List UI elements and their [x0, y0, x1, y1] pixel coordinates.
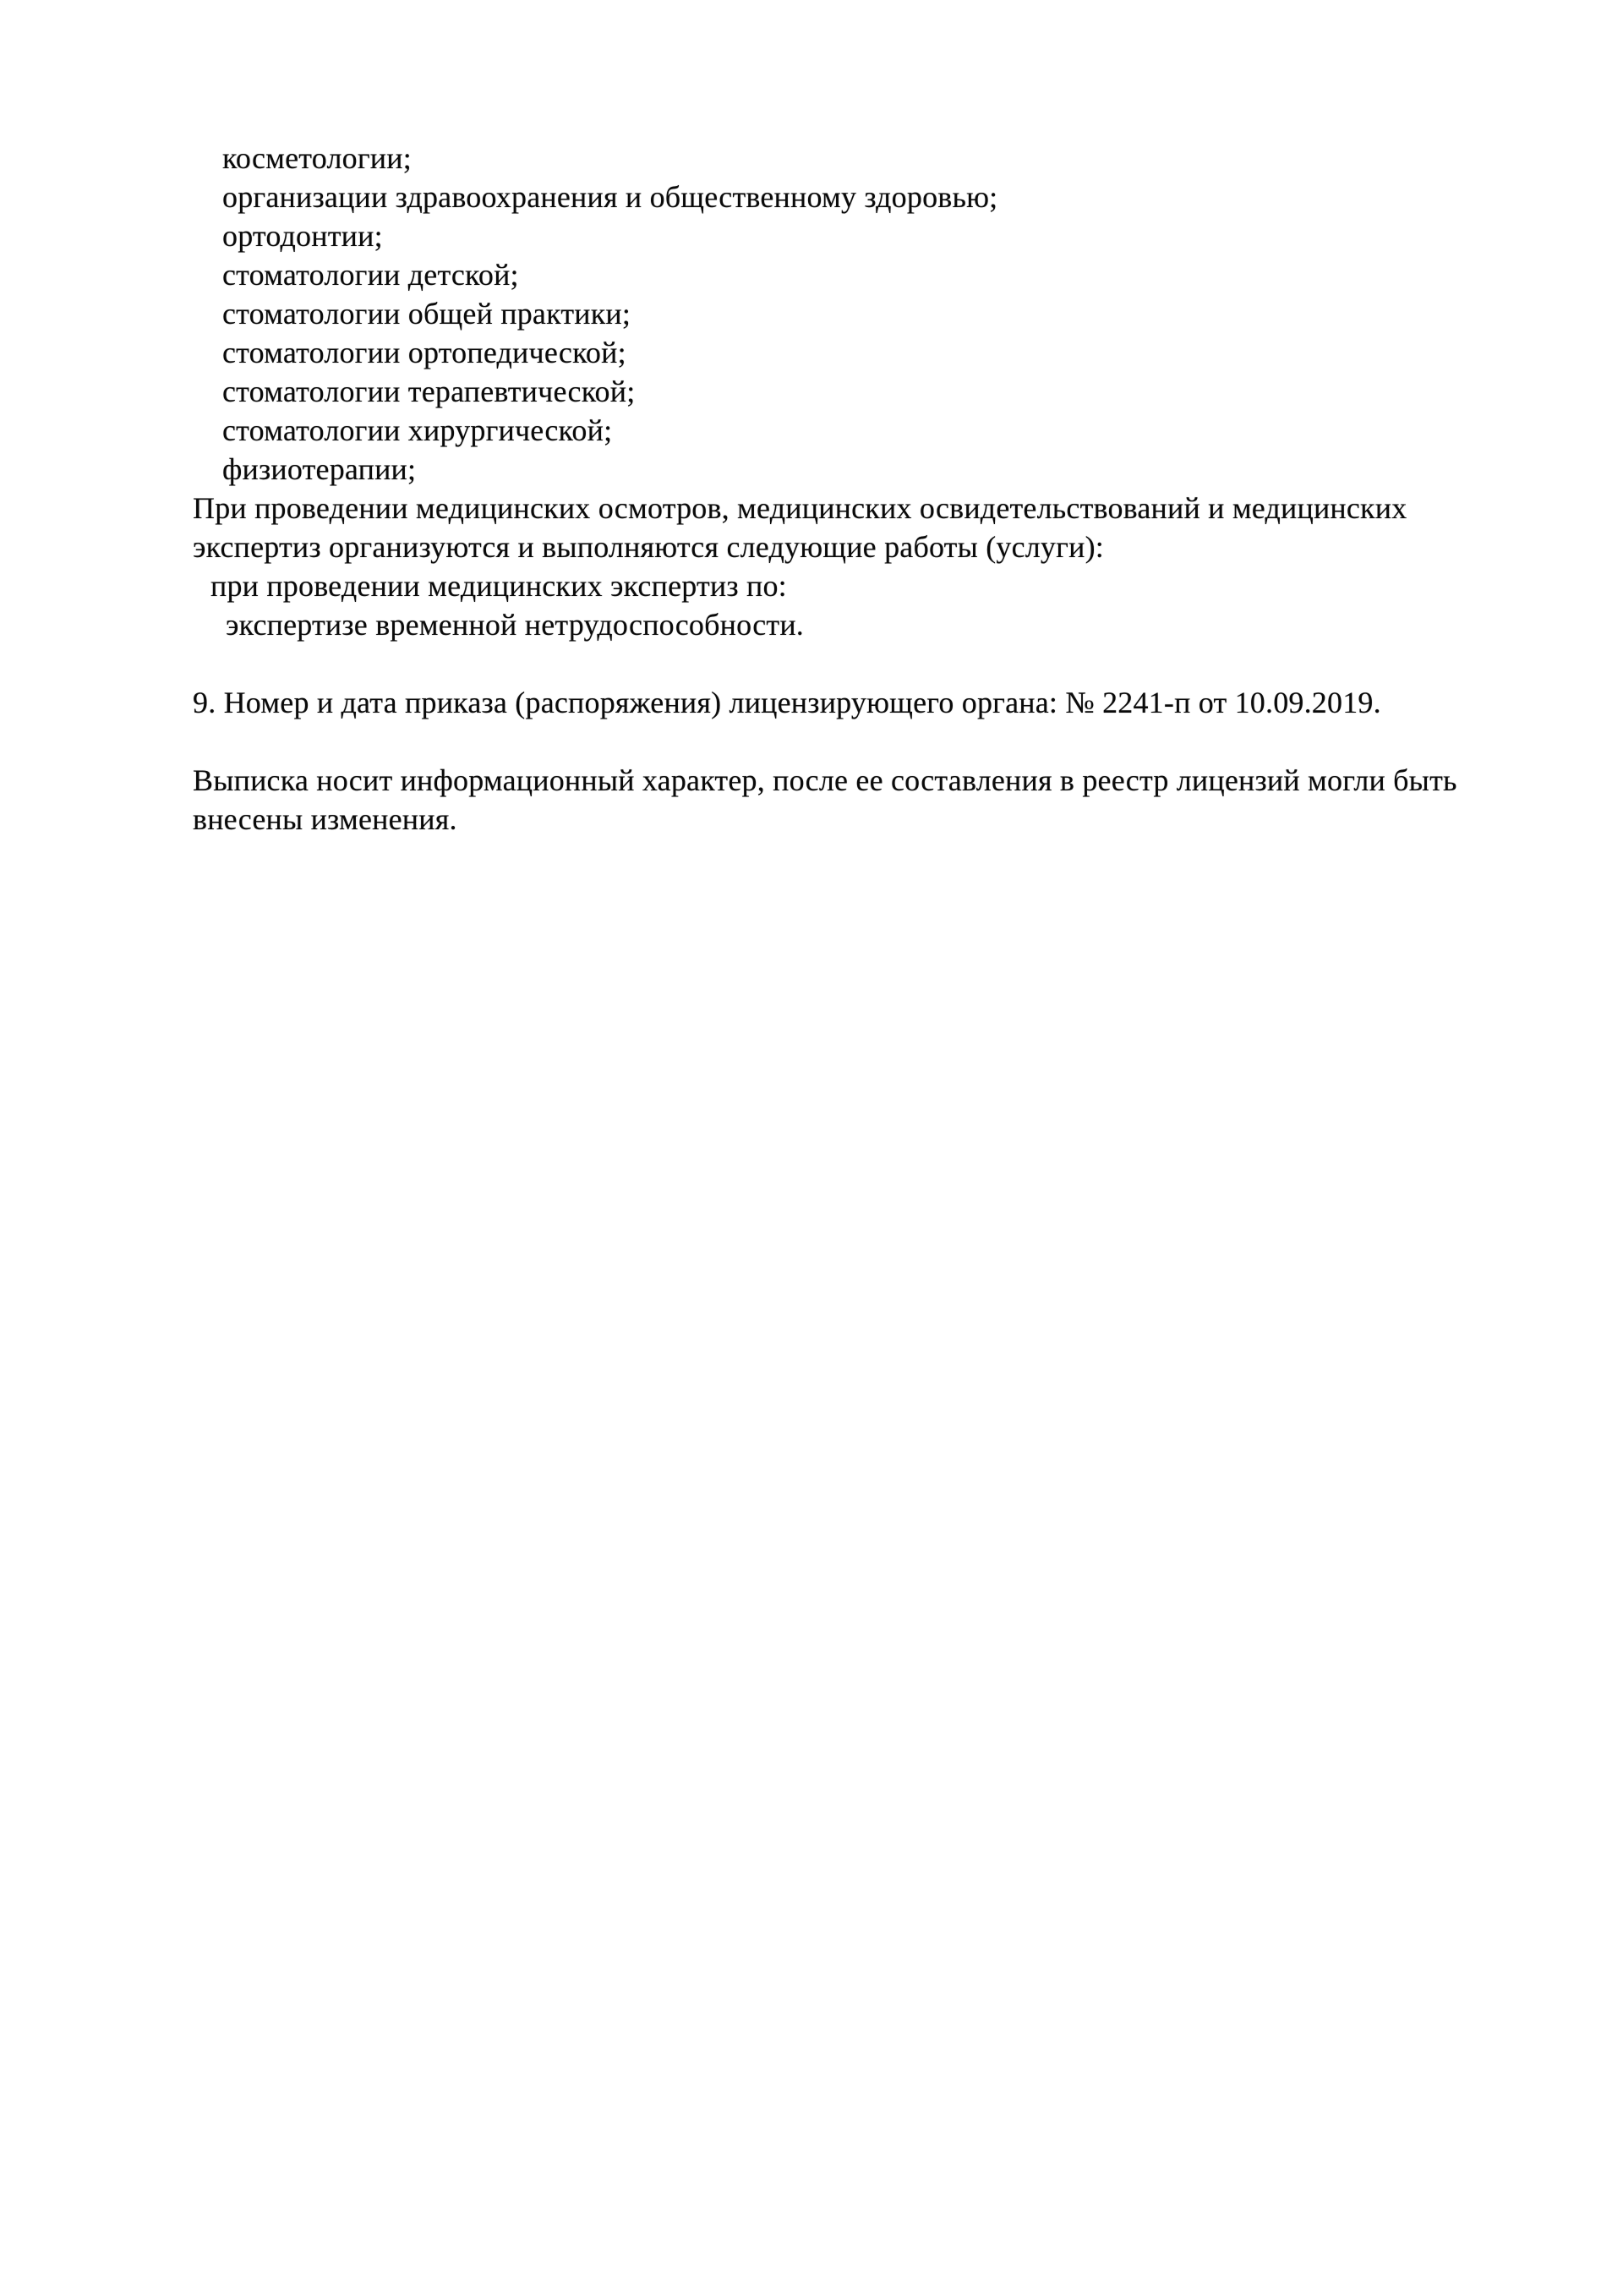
document-line: стоматологии общей практики;	[222, 297, 631, 331]
document-line: при проведении медицинских экспертиз по:	[210, 569, 787, 603]
document-line: экспертиз организуются и выполняются следующие работы (услуги):	[193, 530, 1104, 564]
document-line: стоматологии ортопедической;	[222, 336, 626, 369]
document-line: косметологии;	[222, 141, 412, 175]
document-line: физиотерапии;	[222, 452, 417, 486]
document-body	[193, 139, 1555, 839]
document-line: внесены изменения.	[193, 802, 457, 836]
document-line: стоматологии хирургической;	[222, 413, 613, 447]
document-line: экспертизе временной нетрудоспособности.	[226, 608, 804, 642]
document-line: стоматологии детской;	[222, 258, 519, 292]
document-line: стоматологии терапевтической;	[222, 374, 636, 408]
document-line: ортодонтии;	[222, 219, 383, 253]
document-line	[193, 722, 1555, 761]
document-line	[193, 644, 1555, 683]
document-line: 9. Номер и дата приказа (распоряжения) лицензирующего органа: № 2241-п от 10.09.2019.	[193, 686, 1381, 719]
document-line: Выписка носит информационный характер, после ее составления в реестр лицензий могли быть	[193, 763, 1457, 797]
document-line: организации здравоохранения и общественному здоровью;	[222, 180, 998, 214]
document-line: При проведении медицинских осмотров, медицинских освидетельствований и медицинских	[193, 491, 1407, 525]
